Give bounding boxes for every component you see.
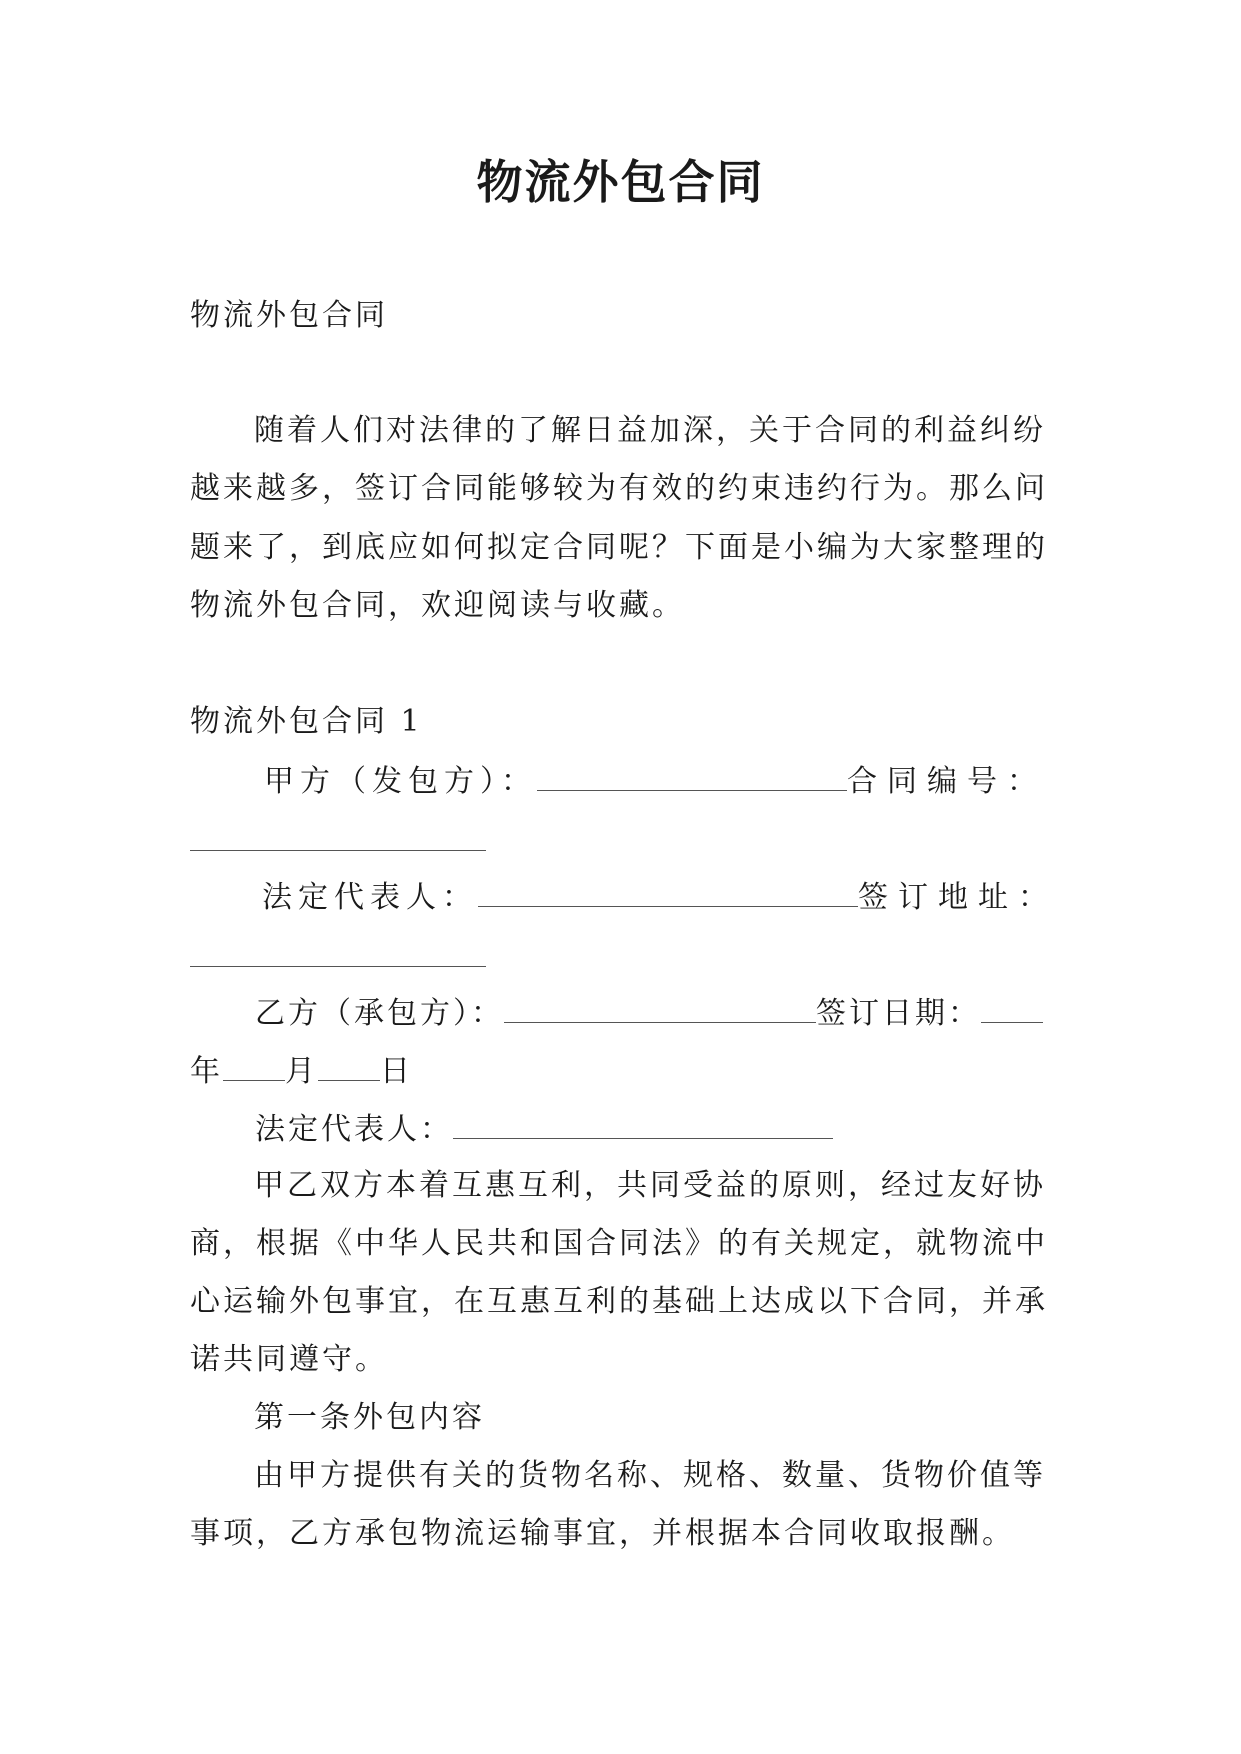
article-1-line-2: 事项，乙方承包物流运输事宜，并根据本合同收取报酬。	[190, 1516, 1015, 1551]
month-blank[interactable]	[223, 1050, 285, 1081]
document-subtitle: 物流外包合同	[190, 298, 388, 333]
contract-no-label: 合同编号：	[847, 764, 1047, 799]
date-row	[190, 1050, 1060, 1092]
day-label: 日	[380, 1054, 413, 1089]
document-title: 物流外包合同	[476, 155, 765, 209]
intro-line-3: 题来了，到底应如何拟定合同呢？下面是小编为大家整理的	[190, 530, 1048, 565]
legal-rep-label: 法定代表人：	[262, 880, 478, 915]
sign-date-label: 签订日期：	[816, 996, 981, 1031]
intro-line-4: 物流外包合同，欢迎阅读与收藏。	[190, 588, 685, 623]
contract-no-blank[interactable]	[190, 850, 486, 851]
article-1-line-1: 由甲方提供有关的货物名称、规格、数量、货物价值等	[254, 1458, 1046, 1493]
intro-line-1: 随着人们对法律的了解日益加深，关于合同的利益纠纷	[254, 413, 1046, 448]
sign-place-label: 签订地址：	[858, 880, 1058, 915]
party-a-blank[interactable]	[537, 760, 847, 791]
legal-rep-b-row	[255, 1108, 1060, 1150]
day-blank[interactable]	[318, 1050, 380, 1081]
legal-rep-row	[262, 876, 1060, 918]
year-label: 年	[190, 1054, 223, 1089]
sign-date-year-blank[interactable]	[981, 992, 1043, 1023]
preamble-line-3: 心运输外包事宜，在互惠互利的基础上达成以下合同，并承	[190, 1284, 1048, 1319]
preamble-line-4: 诺共同遵守。	[190, 1342, 388, 1377]
sign-place-blank[interactable]	[190, 966, 486, 967]
section-heading: 物流外包合同 1	[190, 704, 423, 739]
party-a-row	[264, 760, 1060, 802]
party-b-label: 乙方（承包方）：	[255, 996, 504, 1031]
legal-rep-b-label: 法定代表人：	[255, 1112, 453, 1147]
party-a-label: 甲方（发包方）：	[264, 764, 537, 799]
legal-rep-blank[interactable]	[478, 876, 858, 907]
preamble-line-2: 商，根据《中华人民共和国合同法》的有关规定，就物流中	[190, 1226, 1048, 1261]
preamble-line-1: 甲乙双方本着互惠互利，共同受益的原则，经过友好协	[254, 1168, 1046, 1203]
month-label: 月	[285, 1054, 318, 1089]
party-b-row	[255, 992, 1060, 1034]
party-b-blank[interactable]	[504, 992, 816, 1023]
intro-line-2: 越来越多，签订合同能够较为有效的约束违约行为。那么问	[190, 471, 1048, 506]
article-1-heading: 第一条外包内容	[254, 1400, 485, 1435]
legal-rep-b-blank[interactable]	[453, 1108, 833, 1139]
